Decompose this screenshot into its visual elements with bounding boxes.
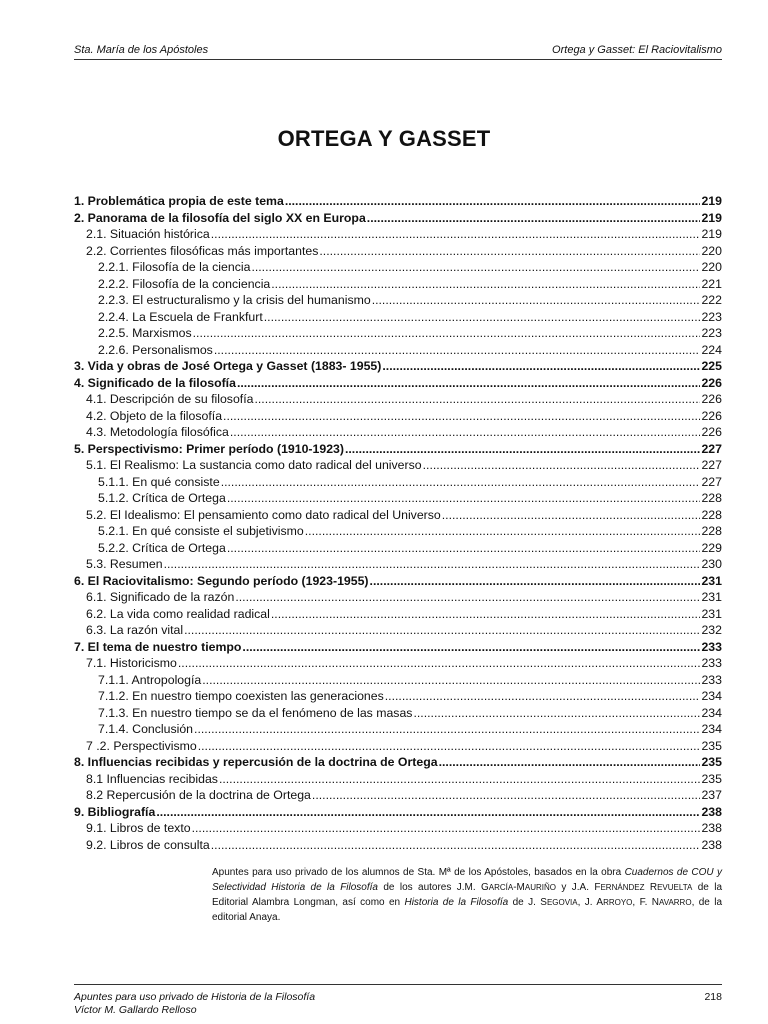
toc-leader-dots <box>164 556 701 573</box>
toc-entry-page: 228 <box>701 524 722 538</box>
toc-leader-dots <box>219 771 701 788</box>
toc-entry <box>74 622 722 639</box>
toc-leader-dots <box>211 226 701 243</box>
toc-entry-page: 227 <box>701 458 722 472</box>
toc-entry-title: 7.1.2. En nuestro tiempo coexisten las generaciones <box>98 689 384 703</box>
toc-entry <box>74 705 722 722</box>
toc-entry-title: 5.3. Resumen <box>86 557 163 571</box>
toc-entry-page: 220 <box>701 243 722 258</box>
toc-entry-title: 6.1. Significado de la razón <box>86 590 235 604</box>
toc-leader-dots <box>442 507 701 524</box>
toc-entry <box>74 771 722 788</box>
toc-entry-page: 224 <box>701 342 722 357</box>
toc-leader-dots <box>227 540 701 557</box>
toc-entry-title: 4.3. Metodología filosófica <box>86 425 229 439</box>
toc-leader-dots <box>439 754 701 771</box>
toc-entry-page: 238 <box>701 804 722 819</box>
toc-leader-dots <box>227 490 701 507</box>
toc-entry-page: 238 <box>701 821 722 835</box>
toc-leader-dots <box>271 276 700 293</box>
toc-entry-page: 234 <box>701 705 722 720</box>
toc-entry <box>74 226 722 243</box>
toc-leader-dots <box>214 342 701 359</box>
toc-entry-page: 222 <box>701 293 722 307</box>
footer-line-2: Víctor M. Gallardo Relloso <box>74 1004 197 1016</box>
toc-entry <box>74 721 722 738</box>
toc-entry-page: 227 <box>701 441 722 456</box>
toc-leader-dots <box>235 589 700 606</box>
toc-entry-page: 235 <box>701 738 722 753</box>
toc-leader-dots <box>192 820 701 837</box>
toc-entry-title: 5.1.2. Crítica de Ortega <box>98 491 226 505</box>
toc-entry-page: 234 <box>701 722 722 736</box>
toc-entry-title: 5.1.1. En qué consiste <box>98 474 220 489</box>
toc-entry <box>74 556 722 573</box>
toc-entry-page: 231 <box>701 573 722 588</box>
toc-entry <box>74 738 722 755</box>
toc-entry <box>74 325 722 342</box>
toc-entry <box>74 259 722 276</box>
toc-entry-title: 4. Significado de la filosofía <box>74 375 236 390</box>
toc-entry-title: 8. Influencias recibidas y repercusión de la doctrina de Ortega <box>74 755 438 769</box>
source-note: Apuntes para uso privado de los alumnos de Sta. Mª de los Apóstoles, basados en la obra Cuadernos de COU y Selectividad Historia de la Filosofía de los autores J.M. GARCÍA-MAURIÑO y J.A. FERNÁNDEZ REVUELTA de la Editorial Alambra Longman, así como en Historia de la Filosofía de J. SEGOVIA, J. ARROYO, F. NAVARRO, de la editorial Anaya. <box>212 867 723 923</box>
toc-entry-page: 233 <box>701 672 722 687</box>
toc-leader-dots <box>202 672 700 689</box>
toc-entry-title: 2. Panorama de la filosofía del siglo XX en Europa <box>74 210 366 225</box>
page-header <box>74 44 722 60</box>
toc-entry <box>74 292 722 309</box>
toc-entry-title: 6.2. La vida como realidad radical <box>86 606 270 621</box>
toc-entry-title: 7.1.4. Conclusión <box>98 722 194 736</box>
footer-line-1: Apuntes para uso privado de Historia de la Filosofía <box>74 991 316 1003</box>
toc-leader-dots <box>385 688 701 705</box>
toc-entry-page: 227 <box>701 474 722 489</box>
toc-leader-dots <box>305 523 701 540</box>
toc-entry-page: 226 <box>701 392 722 406</box>
toc-entry-title: 4.1. Descripción de su filosofía <box>86 392 254 406</box>
toc-entry <box>74 408 722 425</box>
toc-entry-title: 5.1. El Realismo: La sustancia como dato radical del universo <box>86 458 422 472</box>
toc-entry-page: 228 <box>701 491 722 505</box>
toc-leader-dots <box>237 375 701 392</box>
toc-entry <box>74 276 722 293</box>
toc-entry-page: 235 <box>701 771 722 786</box>
toc-entry <box>74 474 722 491</box>
toc-leader-dots <box>345 441 701 458</box>
toc-entry-page: 220 <box>701 260 722 274</box>
toc-entry <box>74 573 722 590</box>
toc-entry <box>74 441 722 458</box>
toc-entry <box>74 688 722 705</box>
page-footer <box>74 984 722 1017</box>
toc-entry-page: 231 <box>701 606 722 621</box>
toc-entry <box>74 391 722 408</box>
toc-leader-dots <box>413 705 700 722</box>
toc-leader-dots <box>370 573 701 590</box>
toc-entry-page: 235 <box>701 755 722 769</box>
toc-leader-dots <box>230 424 701 441</box>
toc-entry <box>74 540 722 557</box>
toc-entry-title: 8.1 Influencias recibidas <box>86 771 218 786</box>
toc-entry-title: 7.1.3. En nuestro tiempo se da el fenómeno de las masas <box>98 705 413 720</box>
toc-leader-dots <box>156 804 700 821</box>
toc-entry-page: 219 <box>701 227 722 241</box>
toc-entry-page: 229 <box>701 540 722 555</box>
toc-entry <box>74 672 722 689</box>
document-title: ORTEGA Y GASSET <box>277 126 491 151</box>
toc-entry-title: 7 .2. Perspectivismo <box>86 738 197 753</box>
page-number: 218 <box>704 991 722 1003</box>
toc-entry-page: 226 <box>701 375 722 390</box>
toc-entry-title: 2.2.3. El estructuralismo y la crisis del humanismo <box>98 293 371 307</box>
toc-leader-dots <box>242 639 700 656</box>
toc-leader-dots <box>254 391 700 408</box>
toc-leader-dots <box>211 837 701 854</box>
toc-entry <box>74 804 722 821</box>
header-right: Ortega y Gasset: El Raciovitalismo <box>552 44 722 56</box>
table-of-contents <box>74 193 722 853</box>
toc-entry-title: 2.2.5. Marxismos <box>98 326 192 340</box>
toc-leader-dots <box>367 210 701 227</box>
toc-leader-dots <box>193 325 701 342</box>
toc-leader-dots <box>319 243 700 260</box>
toc-entry-page: 234 <box>701 689 722 703</box>
toc-leader-dots <box>221 474 701 491</box>
toc-entry-page: 223 <box>701 309 722 324</box>
toc-entry <box>74 490 722 507</box>
toc-entry <box>74 837 722 854</box>
toc-leader-dots <box>184 622 700 639</box>
toc-entry <box>74 375 722 392</box>
toc-leader-dots <box>264 309 701 326</box>
toc-entry-title: 2.2. Corrientes filosóficas más importantes <box>86 243 319 258</box>
toc-leader-dots <box>178 655 701 672</box>
toc-entry <box>74 507 722 524</box>
toc-leader-dots <box>312 787 701 804</box>
toc-entry-page: 237 <box>701 788 722 802</box>
toc-entry <box>74 210 722 227</box>
toc-entry-page: 233 <box>701 656 722 670</box>
toc-entry <box>74 243 722 260</box>
toc-entry-title: 9.1. Libros de texto <box>86 821 191 835</box>
toc-entry <box>74 342 722 359</box>
toc-leader-dots <box>198 738 701 755</box>
toc-leader-dots <box>382 358 700 375</box>
toc-entry-title: 3. Vida y obras de José Ortega y Gasset (1883- 1955) <box>74 359 382 373</box>
toc-entry-title: 5.2.2. Crítica de Ortega <box>98 540 226 555</box>
toc-entry-title: 8.2 Repercusión de la doctrina de Ortega <box>86 788 311 802</box>
toc-entry-title: 2.2.1. Filosofía de la ciencia <box>98 260 251 274</box>
toc-entry <box>74 754 722 771</box>
toc-entry-title: 2.2.4. La Escuela de Frankfurt <box>98 309 263 324</box>
toc-entry <box>74 523 722 540</box>
toc-entry-page: 238 <box>701 837 722 852</box>
toc-leader-dots <box>285 193 701 210</box>
toc-entry <box>74 193 722 210</box>
toc-entry-title: 4.2. Objeto de la filosofía <box>86 408 223 423</box>
toc-entry-title: 1. Problemática propia de este tema <box>74 194 284 208</box>
toc-entry <box>74 606 722 623</box>
toc-entry-title: 5. Perspectivismo: Primer período (1910-1923) <box>74 441 344 456</box>
toc-entry-page: 230 <box>701 557 722 571</box>
toc-leader-dots <box>194 721 700 738</box>
toc-entry <box>74 655 722 672</box>
toc-entry-title: 9. Bibliografía <box>74 804 156 819</box>
toc-entry-title: 2.1. Situación histórica <box>86 227 210 241</box>
toc-entry-page: 226 <box>701 408 722 423</box>
toc-entry-page: 231 <box>701 590 722 604</box>
toc-entry-page: 228 <box>701 507 722 522</box>
toc-leader-dots <box>423 457 701 474</box>
toc-entry-page: 226 <box>701 425 722 439</box>
toc-entry-page: 225 <box>701 359 722 373</box>
toc-entry <box>74 309 722 326</box>
toc-entry <box>74 424 722 441</box>
toc-entry-title: 7.1.1. Antropología <box>98 672 202 687</box>
toc-entry-title: 7. El tema de nuestro tiempo <box>74 639 242 654</box>
toc-entry <box>74 787 722 804</box>
toc-leader-dots <box>223 408 700 425</box>
toc-entry-title: 7.1. Historicismo <box>86 656 177 670</box>
toc-entry-title: 2.2.2. Filosofía de la conciencia <box>98 276 271 291</box>
toc-entry-title: 2.2.6. Personalismos <box>98 342 213 357</box>
toc-entry-page: 223 <box>701 326 722 340</box>
toc-entry-page: 219 <box>701 194 722 208</box>
toc-entry-page: 221 <box>701 276 722 291</box>
toc-entry-page: 219 <box>701 210 722 225</box>
toc-entry-title: 5.2.1. En qué consiste el subjetivismo <box>98 524 304 538</box>
toc-leader-dots <box>251 259 700 276</box>
toc-entry-title: 6.3. La razón vital <box>86 623 184 637</box>
toc-leader-dots <box>372 292 701 309</box>
toc-entry-title: 6. El Raciovitalismo: Segundo período (1923-1955) <box>74 573 369 588</box>
toc-entry <box>74 358 722 375</box>
header-left: Sta. María de los Apóstoles <box>74 44 209 56</box>
toc-entry <box>74 639 722 656</box>
toc-entry <box>74 457 722 474</box>
toc-entry <box>74 820 722 837</box>
toc-leader-dots <box>271 606 701 623</box>
toc-entry-title: 9.2. Libros de consulta <box>86 837 210 852</box>
toc-entry-title: 5.2. El Idealismo: El pensamiento como dato radical del Universo <box>86 507 441 522</box>
toc-entry-page: 233 <box>701 639 722 654</box>
toc-entry <box>74 589 722 606</box>
toc-entry-page: 232 <box>701 623 722 637</box>
